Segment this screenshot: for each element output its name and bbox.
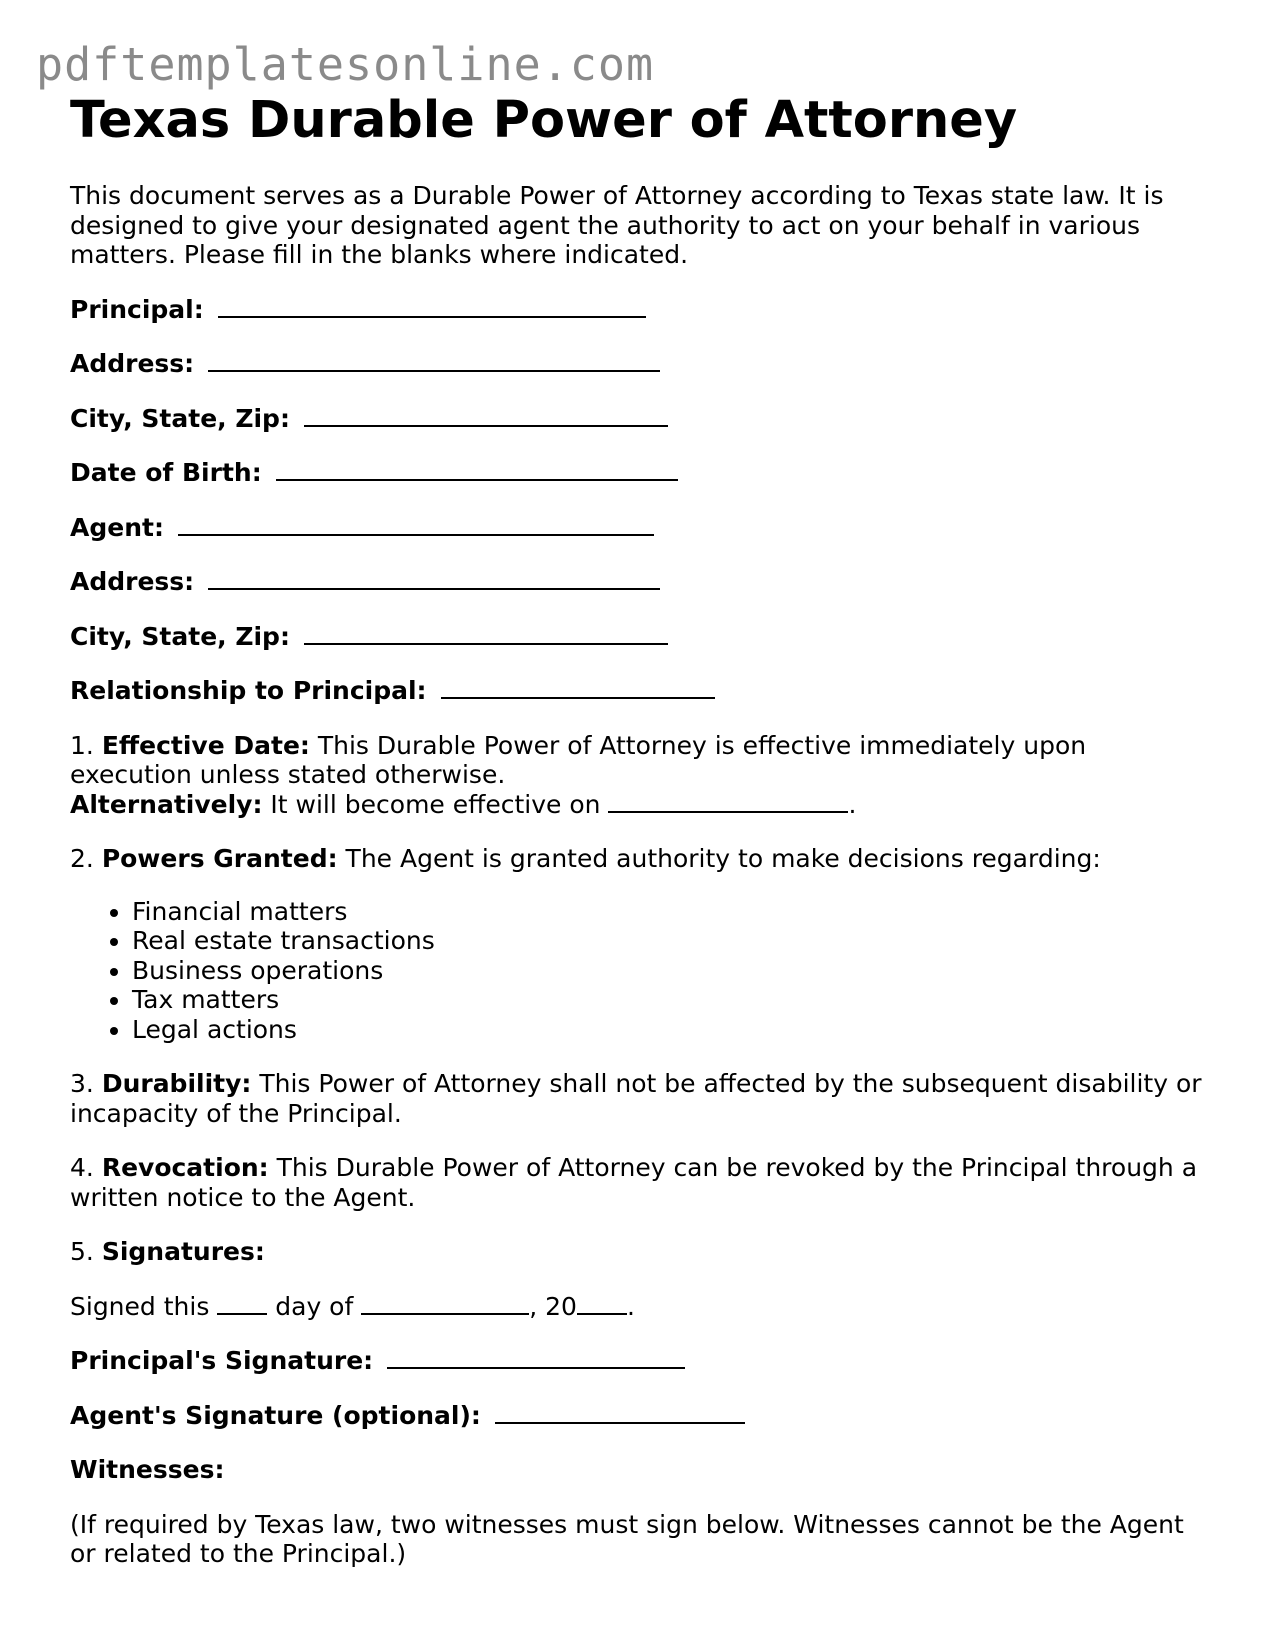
powers-heading: Powers Granted:: [101, 844, 338, 873]
agent-signature-input[interactable]: [495, 1402, 745, 1424]
principal-city-input[interactable]: [304, 405, 668, 427]
signatures-number: 5.: [70, 1237, 94, 1266]
signatures-section: [70, 1237, 1210, 1267]
list-item: • Legal actions: [132, 1015, 1210, 1045]
witness-note: (If required by Texas law, two witnesses must sign below. Witnesses cannot be the Agent or related to the Principal.): [70, 1509, 1184, 1568]
principal-signature-label: Principal's Signature:: [70, 1346, 374, 1375]
durability-section: [70, 1069, 1210, 1128]
effective-date-input[interactable]: [608, 791, 848, 813]
agent-signature-field: [70, 1401, 1210, 1431]
relationship-field: [70, 676, 1210, 706]
principal-signature-input[interactable]: [387, 1347, 685, 1369]
powers-section: [70, 844, 1210, 874]
powers-number: 2.: [70, 844, 94, 873]
alternatively-heading: Alternatively:: [70, 789, 263, 819]
signed-day-input[interactable]: [217, 1293, 267, 1315]
agent-input[interactable]: [178, 514, 654, 536]
dob-label: Date of Birth:: [70, 458, 262, 487]
powers-list: [70, 897, 1210, 1045]
powers-text: The Agent is granted authority to make decisions regarding:: [345, 844, 1101, 873]
agent-signature-label: Agent's Signature (optional):: [70, 1400, 481, 1430]
principal-address-field: [70, 349, 1210, 379]
revocation-heading: Revocation:: [101, 1153, 269, 1182]
effective-number: 1.: [70, 730, 94, 760]
dob-input[interactable]: [276, 459, 678, 481]
agent-city-input[interactable]: [304, 623, 668, 645]
signed-this-label: Signed this: [70, 1291, 210, 1321]
durability-text: This Power of Attorney shall not be affected by the subsequent disability or incapacity of the Principal.: [70, 1069, 1202, 1128]
list-item: • Real estate transactions: [132, 926, 1210, 956]
witnesses-heading-line: [70, 1455, 1210, 1485]
agent-field: [70, 513, 1210, 543]
agent-city-field: [70, 622, 1210, 652]
list-item: • Financial matters: [132, 897, 1210, 927]
agent-address-field: [70, 567, 1210, 597]
document-title: Texas Durable Power of Attorney: [70, 91, 1018, 150]
principal-field: [70, 295, 1210, 325]
agent-address-label: Address:: [70, 567, 195, 596]
agent-label: Agent:: [70, 512, 164, 542]
effective-date-section: 1. Effective Date: This Durable Power of Attorney is effective immediately upon execution unless stated otherwise. Alternatively: It will become effective on .: [70, 730, 1087, 819]
signed-date-line: Signed this day of , 20 .: [70, 1291, 635, 1321]
list-item: • Tax matters: [132, 985, 1210, 1015]
principal-input[interactable]: [218, 296, 646, 318]
signed-month-input[interactable]: [361, 1293, 529, 1315]
alternatively-text: It will become effective on: [270, 789, 601, 819]
list-item: • Business operations: [132, 956, 1210, 986]
document-page: [70, 86, 1210, 1569]
principal-city-label: City, State, Zip:: [70, 403, 290, 433]
intro-paragraph: This document serves as a Durable Power of Attorney according to Texas state law. It is designed to give your designated agent the authority to act on your behalf in various matters. Please fill in the blanks where indicated.: [70, 181, 1164, 269]
signatures-heading: Signatures:: [101, 1237, 265, 1266]
signed-year-input[interactable]: [577, 1293, 627, 1315]
principal-signature-field: [70, 1346, 1210, 1376]
revocation-number: 4.: [70, 1153, 94, 1182]
durability-heading: Durability:: [101, 1069, 252, 1098]
effective-text: This Durable Power of Attorney is effective immediately upon execution unless stated otherwise.: [70, 730, 1087, 789]
principal-label: Principal:: [70, 294, 204, 324]
principal-city-field: [70, 404, 1210, 434]
year-prefix-label: , 20: [529, 1291, 577, 1321]
dob-field: [70, 458, 1210, 488]
principal-address-label: Address:: [70, 349, 195, 378]
revocation-text: This Durable Power of Attorney can be revoked by the Principal through a written notice to the Agent.: [70, 1153, 1198, 1212]
principal-address-input[interactable]: [208, 350, 660, 372]
watermark-text: pdftemplatesonline.com: [36, 38, 655, 91]
agent-city-label: City, State, Zip:: [70, 621, 290, 651]
durability-number: 3.: [70, 1069, 94, 1098]
relationship-label: Relationship to Principal:: [70, 676, 427, 705]
relationship-input[interactable]: [441, 677, 715, 699]
agent-address-input[interactable]: [208, 568, 660, 590]
day-of-label: day of: [275, 1291, 354, 1321]
effective-heading: Effective Date:: [101, 730, 310, 760]
witnesses-heading: Witnesses:: [70, 1455, 225, 1484]
revocation-section: [70, 1153, 1210, 1212]
